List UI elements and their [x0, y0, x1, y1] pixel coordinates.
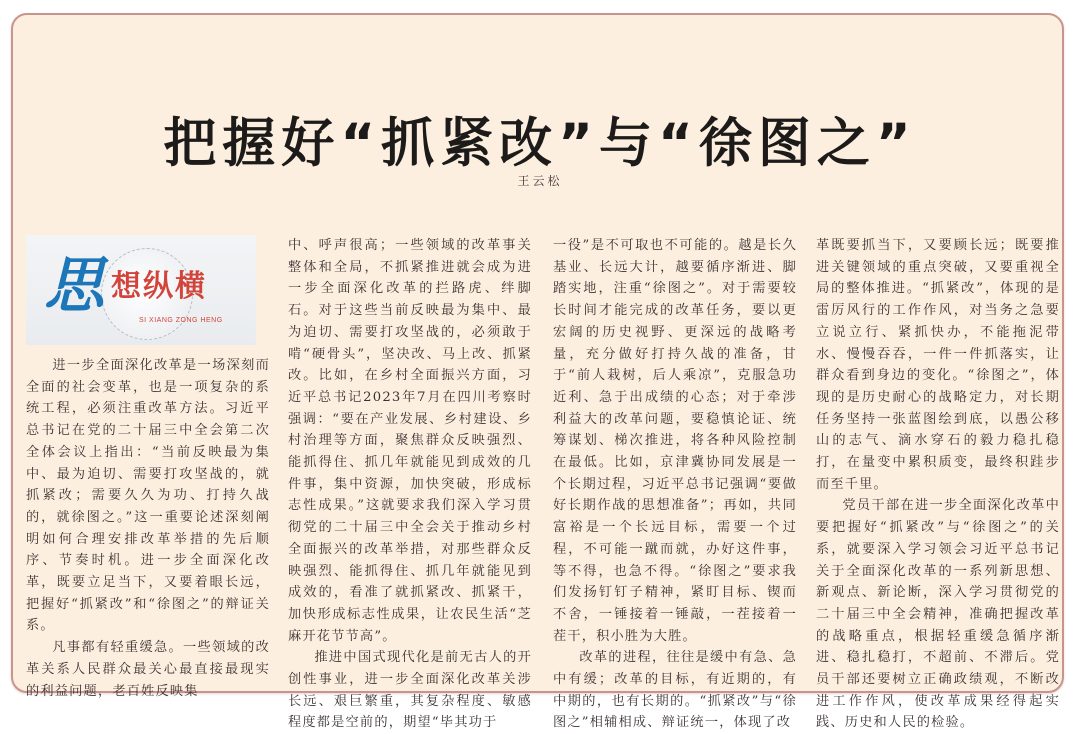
column-2: [288, 235, 532, 734]
paragraph-continued: 中、呼声很高；一些领域的改革事关整体和全局，不抓紧推进就会成为进一步全面深化改革的拦路虎、绊脚石。对于这些当前反映最为集中、最为迫切、需要打攻坚战的，必须敢于啃“硬骨头”，坚决改、马上改、抓紧改。比如，在乡村全面振兴方面，习近平总书记2023年7月在四川考察时强调：“要在产业发展、乡村建设、乡村治理等方面，聚焦群众反映强烈、能抓得住、抓几年就能见到成效的几件事，集中资源，加快突破，形成标志性成果。”这就要求我们深入学习贯彻党的二十届三中全会关于推动乡村全面振兴的改革举措，对那些群众反映强烈、能抓得住、抓几年就能见到成效的，看准了就抓紧改、抓紧干，加快形成标志性成果，让农民生活“芝麻开花节节高”。: [288, 238, 532, 644]
paragraph: 改革的进程，往往是缓中有急、急中有缓；改革的目标，有近期的，有中期的，也有长期的。“抓紧改”与“徐图之”相辅相成、辩证统一，体现了改: [553, 650, 797, 731]
column-logo-si-xiang-zong-heng: [26, 235, 256, 345]
logo-rest-chars: 想纵横: [111, 269, 207, 304]
article-body: [26, 235, 1060, 731]
paragraph: 党员干部在进一步全面深化改革中要把握好“抓紧改”与“徐图之”的关系，就要深入学习领会习近平总书记关于全面深化改革的一系列新思想、新观点、新论断，深入学习贯彻党的二十届三中全会精神，准确把握改革的战略重点，根据轻重缓急循序渐进、稳扎稳打，不超前、不滞后。党员干部还要树立正确政绩观，不断改进工作作风，使改革成果经得起实践、历史和人民的检验。: [816, 498, 1060, 731]
article-author: 王云松: [517, 174, 563, 188]
paragraph-continued: 一役”是不可取也不可能的。越是长久基业、长远大计，越要循序渐进、脚踏实地，注重“徐图之”。对于需要较长时间才能完成的改革任务，要以更宏阔的历史视野、更深远的战略考量，充分做好打持久战的准备，甘于“前人栽树，后人乘凉”，克服急功近利、急于出成绩的心态；对于牵涉利益大的改革问题，要稳慎论证、统筹谋划、梯次推进，将各种风险控制在最低。比如，京津冀协同发展是一个长期过程，习近平总书记强调“要做好长期作战的思想准备”；再如，共同富裕是一个长远目标，需要一个过程，不可能一蹴而就，办好这件事，等不得，也急不得。“徐图之”要求我们发扬钉钉子精神，紧盯目标、锲而不舍，一锤接着一锤敲，一茬接着一茬干，积小胜为大胜。: [553, 238, 797, 644]
article-title: 把握好“抓紧改”与“徐图之”: [163, 112, 917, 174]
logo-pinyin: SI XIANG ZONG HENG: [139, 317, 223, 324]
paragraph-continued: 革既要抓当下，又要顾长远；既要推进关键领域的重点突破，又要重视全局的整体推进。“抓紧改”，体现的是雷厉风行的工作作风，对当务之急要立说立行、紧抓快办，不能拖泥带水、慢慢吞吞，一件一件抓落实，让群众看到身边的变化。“徐图之”，体现的是历史耐心的战略定力，对长期任务坚持一张蓝图绘到底，以愚公移山的志气、滴水穿石的毅力稳扎稳打，在量变中累积质变，最终积跬步而至千里。: [816, 238, 1060, 492]
paragraph: 进一步全面深化改革是一场深刻而全面的社会变革，也是一项复杂的系统工程，必须注重改革方法。习近平总书记在党的二十届三中全会第二次全体会议上指出：“当前反映最为集中、最为迫切、需要打攻坚战的，就抓紧改；需要久久为功、打持久战的，就徐图之。”这一重要论述深刻阐明如何合理安排改革举措的先后顺序、节奏时机。进一步全面深化改革，既要立足当下，又要着眼长远，把握好“抓紧改”和“徐图之”的辩证关系。: [26, 358, 270, 634]
logo-first-char: 思: [44, 251, 106, 321]
column-1: [26, 235, 270, 702]
paragraph: 凡事都有轻重缓急。一些领域的改革关系人民群众最关心最直接最现实的利益问题，老百姓反映集: [26, 640, 270, 699]
column-3: [553, 235, 797, 734]
column-4: [816, 235, 1060, 734]
paragraph: 推进中国式现代化是前无古人的开创性事业，进一步全面深化改革关涉长远、艰巨繁重，其复杂程度、敏感程度都是空前的，期望“毕其功于: [288, 650, 532, 731]
